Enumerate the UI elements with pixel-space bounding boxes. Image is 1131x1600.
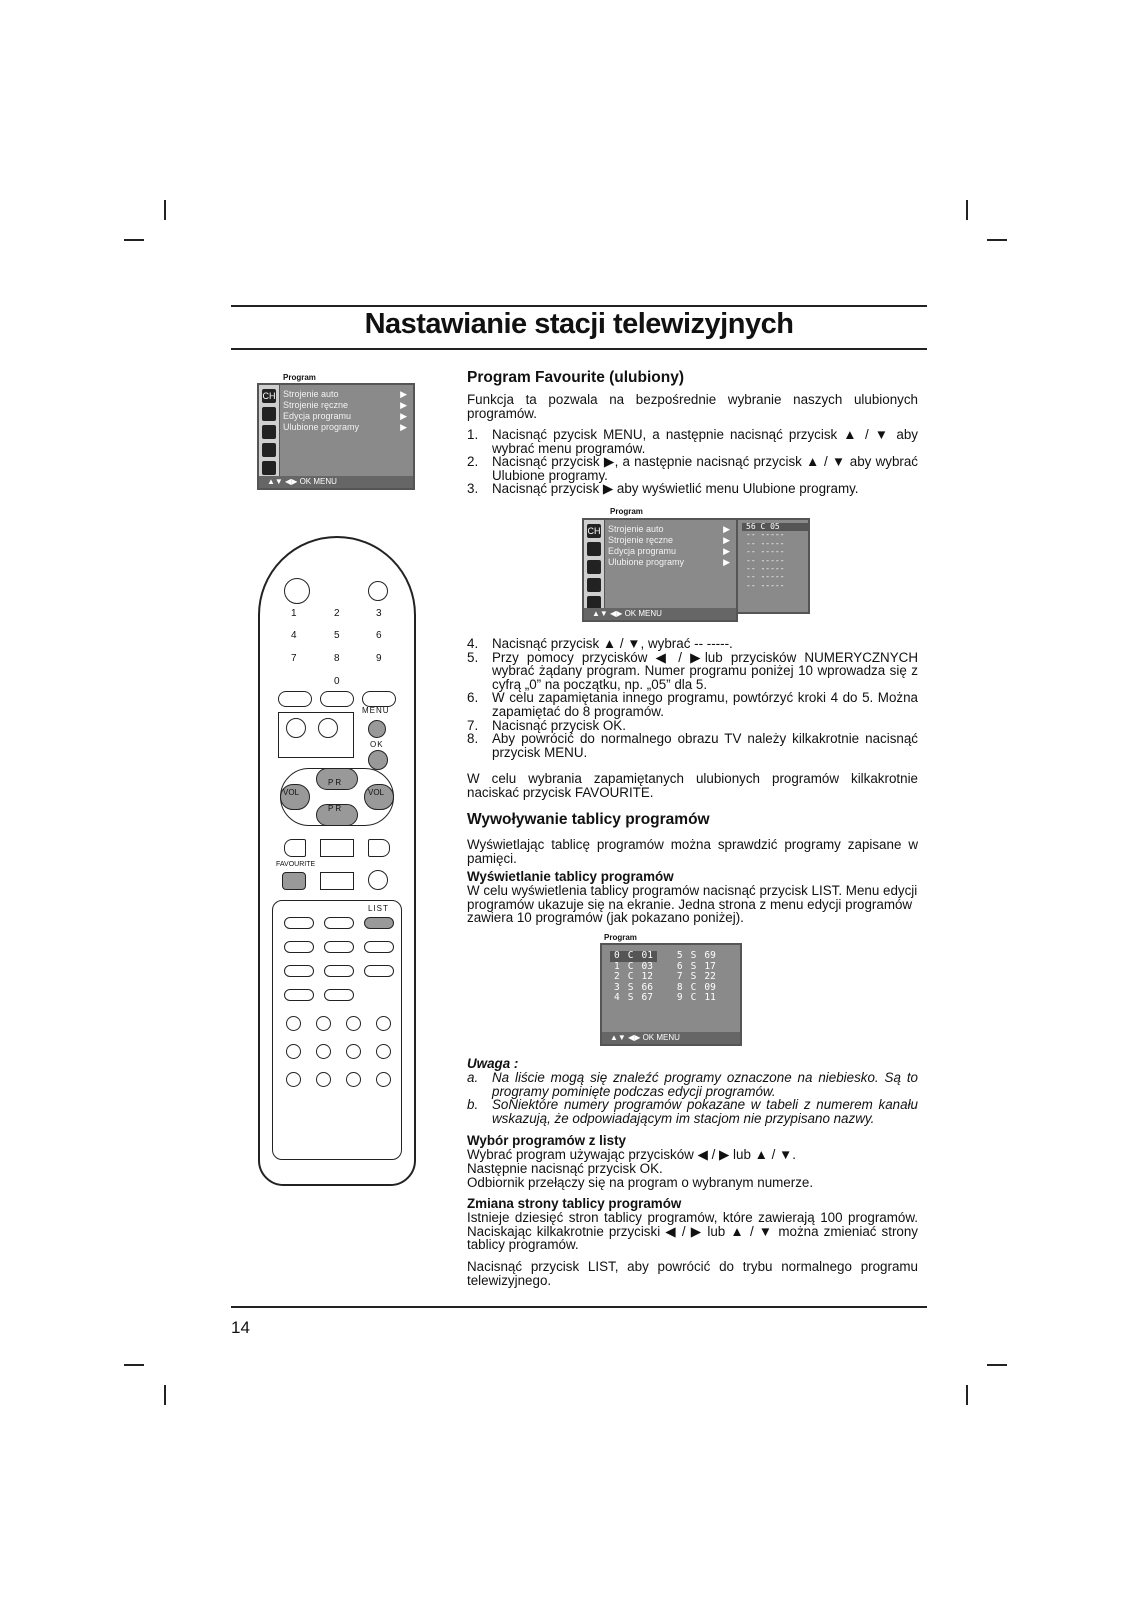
- section-heading: Wywoływanie tablicy programów: [467, 811, 710, 828]
- digit-7: 7: [291, 653, 297, 664]
- fav-slot: -- -----: [746, 547, 785, 557]
- sec2-sub1-text: W celu wyświetlenia tablicy programów nacisnąć przycisk LIST. Menu edycji programów ukazuje się na ekranie. Jedna strona z menu edycji programów zawiera 10 programów (jak pokazano poniżej).: [467, 883, 918, 926]
- osd-menu-item: Ulubione programy ▶: [283, 422, 407, 432]
- sec2-intro: Wyświetlając tablicę programów można sprawdzić programy zapisane w pamięci.: [467, 837, 918, 866]
- crop-mark: [966, 200, 968, 220]
- sub-heading: Wybór programów z listy: [467, 1133, 626, 1148]
- remote-oval-button: [324, 941, 354, 953]
- page-title: Nastawianie stacji telewizyjnych: [364, 308, 794, 340]
- crop-mark: [124, 1364, 144, 1366]
- remote-oval-button: [284, 917, 314, 929]
- title-rule-top: [231, 305, 927, 307]
- remote-round-button: [286, 1044, 301, 1059]
- sec2-sub2-line: Wybrać program używając przycisków ◀ / ▶ lub ▲ / ▼.: [467, 1147, 797, 1162]
- osd-caption: Program: [610, 507, 643, 516]
- osd-menu-list: [608, 524, 730, 568]
- list-item: 1. Nacisnąć pzycisk MENU, a następnie nacisnąć przycisk ▲ / ▼ aby wybrać menu programów.: [467, 427, 918, 456]
- remote-oval-button: [284, 941, 314, 953]
- remote-round-button: [286, 718, 306, 738]
- program-table: [610, 951, 720, 1004]
- speaker-icon: [587, 560, 601, 574]
- sec2-sub2-line: Odbiornik przełączy się na program o wybranym numerze.: [467, 1175, 814, 1190]
- sec2-sub3-text: Istnieje dziesięć stron tablicy programów, które zawierają 100 programów. Naciskając kilkakrotnie przyciski ◀ / ▶ lub ▲ / ▼ można zmieniać strony tablicy programów.: [467, 1210, 918, 1253]
- remote-round-button: [316, 1072, 331, 1087]
- note-title: Uwaga :: [467, 1056, 519, 1071]
- tv-icon: [262, 461, 276, 475]
- remote-round-button: [376, 1016, 391, 1031]
- remote-oval-button: [324, 917, 354, 929]
- table-row: 0 C 01 5 S 69: [610, 951, 720, 962]
- power-button: [284, 578, 310, 604]
- fav-slot: -- -----: [746, 555, 785, 565]
- remote-round-button: [346, 1016, 361, 1031]
- sub-heading: Zmiana strony tablicy programów: [467, 1196, 682, 1211]
- osd-menu-list: [283, 389, 407, 433]
- digit-6: 6: [376, 630, 382, 641]
- clock-icon: [587, 578, 601, 592]
- mute-button: [368, 581, 388, 601]
- osd-menu-item: Strojenie ręczne ▶: [283, 400, 407, 410]
- vol-right-label: VOL: [368, 788, 385, 797]
- pr-down-label: P R: [328, 804, 342, 813]
- osd-nav-bar: ▲▼ ◀▶ OK MENU: [602, 1032, 740, 1044]
- osd-nav-bar: ▲▼ ◀▶ OK MENU: [584, 608, 736, 620]
- osd-program-menu: [257, 383, 415, 490]
- list-item: 4. Nacisnąć przycisk ▲ / ▼, wybrać -- -----.: [467, 636, 733, 651]
- page-number: 14: [231, 1318, 250, 1337]
- crop-mark: [987, 239, 1007, 241]
- remote-round-button: [376, 1044, 391, 1059]
- crop-mark: [124, 239, 144, 241]
- remote-button: [368, 839, 390, 857]
- remote-round-button: [316, 1044, 331, 1059]
- remote-control: [258, 536, 416, 1186]
- list-item: 7. Nacisnąć przycisk OK.: [467, 717, 626, 733]
- remote-round-button: [318, 718, 338, 738]
- crop-mark: [987, 1364, 1007, 1366]
- list-item: 5. Przy pomocy przycisków ◀ / ▶lub przycisków NUMERYCZNYCH wybrać żądany program. Numer programu poniżej 10 wprowadza się z cyfrą „0” na początku, np. „05” dla 5.: [467, 649, 918, 692]
- digit-9: 9: [376, 653, 382, 664]
- remote-round-button: [368, 870, 388, 890]
- title-rule-bottom: [231, 348, 927, 350]
- menu-button: [368, 720, 386, 738]
- sec1-intro: Funkcja ta pozwala na bezpośrednie wybranie naszych ulubionych programów.: [467, 392, 918, 421]
- ch-icon: CH: [587, 526, 601, 536]
- list-item: 6. W celu zapamiętania innego programu, powtórzyć kroki 4 do 5. Można zapamiętać do 8 programów.: [467, 690, 918, 719]
- remote-oval-button: [324, 989, 354, 1001]
- table-row: 4 S 67 9 C 11: [614, 992, 716, 1003]
- remote-oval-button: [324, 965, 354, 977]
- list-label: LIST: [368, 904, 389, 913]
- picture-icon: [262, 407, 276, 421]
- digit-1: 1: [291, 608, 297, 619]
- menu-label: MENU: [362, 706, 390, 715]
- digit-8: 8: [334, 653, 340, 664]
- fav-slot: 56 C 05: [742, 523, 808, 531]
- list-item: 8. Aby powrócić do normalnego obrazu TV należy kilkakrotnie nacisnąć przycisk MENU.: [467, 731, 918, 760]
- list-item: 3. Nacisnąć przycisk ▶ aby wyświetlić menu Ulubione programy.: [467, 481, 859, 497]
- list-item: b. SoNiektóre numery programów pokazane w tabeli z numerem kanału wskazują, że odpowiadającym im stacjom nie przypisano nazwy.: [467, 1097, 918, 1126]
- remote-round-button: [286, 1016, 301, 1031]
- remote-oval-button: [364, 941, 394, 953]
- fav-slot: -- -----: [746, 564, 785, 574]
- osd-menu-item: Ulubione programy ▶: [608, 557, 730, 567]
- fav-slot: -- -----: [746, 538, 785, 548]
- osd-menu-item: Strojenie auto ▶: [283, 389, 407, 399]
- remote-button: [320, 839, 354, 857]
- remote-oval-button: [278, 691, 312, 707]
- crop-mark: [966, 1385, 968, 1405]
- ok-label: OK: [370, 740, 384, 749]
- table-row: 3 S 66 8 C 09: [614, 981, 716, 993]
- footer-rule: [231, 1306, 927, 1308]
- remote-round-button: [346, 1072, 361, 1087]
- fav-slot: -- -----: [746, 572, 785, 582]
- sec2-final: Nacisnąć przycisk LIST, aby powrócić do trybu normalnego programu telewizyjnego.: [467, 1259, 918, 1288]
- osd-menu-item: Edycja programu ▶: [608, 546, 730, 556]
- favourite-label: FAVOURITE: [276, 861, 316, 868]
- osd-menu-item: Strojenie auto ▶: [608, 524, 730, 534]
- remote-round-button: [346, 1044, 361, 1059]
- osd-menu-item: Strojenie ręczne ▶: [608, 535, 730, 545]
- remote-oval-button: [362, 691, 396, 707]
- osd-menu-item: Edycja programu ▶: [283, 411, 407, 421]
- pr-up-label: P R: [328, 778, 342, 787]
- osd-caption: Program: [604, 933, 637, 942]
- sec1-outro: W celu wybrania zapamiętanych ulubionych programów kilkakrotnie naciskać przycisk FAVOURITE.: [467, 771, 918, 800]
- remote-oval-button: [320, 691, 354, 707]
- program-table-osd: [600, 943, 742, 1046]
- osd-favourites-list: [738, 518, 810, 614]
- vol-left-label: VOL: [283, 788, 300, 797]
- osd-nav-bar: ▲▼ ◀▶ OK MENU: [259, 476, 413, 488]
- table-row: 1 C 03 6 S 17: [614, 960, 716, 972]
- ok-button: [368, 750, 388, 770]
- list-item: 2. Nacisnąć przycisk ▶, a następnie nacisnąć przycisk ▲ / ▼ aby wybrać Ulubione programy.: [467, 454, 918, 483]
- crop-mark: [164, 200, 166, 220]
- remote-round-button: [376, 1072, 391, 1087]
- speaker-icon: [262, 425, 276, 439]
- osd-icon-column: [259, 385, 280, 476]
- ch-icon: CH: [262, 391, 276, 401]
- favourite-button: [282, 872, 306, 890]
- remote-oval-button: [284, 989, 314, 1001]
- crop-mark: [164, 1385, 166, 1405]
- osd-icon-column: [584, 520, 605, 608]
- remote-button: [284, 839, 306, 857]
- table-row: 2 C 12 7 S 22: [614, 971, 716, 982]
- section-heading: Program Favourite (ulubiony): [467, 369, 685, 386]
- fav-slot: -- -----: [746, 530, 785, 540]
- digit-2: 2: [334, 608, 340, 619]
- osd-favourites-menu: [582, 518, 738, 622]
- list-item: a. Na liście mogą się znaleźć programy oznaczone na niebiesko. Są to programy pominięte podczas edycji programów.: [467, 1070, 918, 1099]
- remote-oval-button: [284, 965, 314, 977]
- sub-heading: Wyświetlanie tablicy programów: [467, 869, 674, 884]
- sec1-steps-a: [467, 428, 918, 496]
- clock-icon: [262, 443, 276, 457]
- digit-0: 0: [334, 676, 340, 687]
- fav-slot: -- -----: [746, 580, 785, 590]
- digit-3: 3: [376, 608, 382, 619]
- osd-caption: Program: [283, 373, 316, 382]
- remote-oval-button: [364, 965, 394, 977]
- remote-round-button: [316, 1016, 331, 1031]
- sec1-steps-b: [467, 637, 918, 759]
- remote-button: [320, 872, 354, 890]
- list-button: [364, 917, 394, 929]
- remote-round-button: [286, 1072, 301, 1087]
- sec2-sub2-line: Następnie nacisnąć przycisk OK.: [467, 1161, 663, 1176]
- digit-5: 5: [334, 630, 340, 641]
- picture-icon: [587, 542, 601, 556]
- notes-list: [467, 1071, 918, 1125]
- digit-4: 4: [291, 630, 297, 641]
